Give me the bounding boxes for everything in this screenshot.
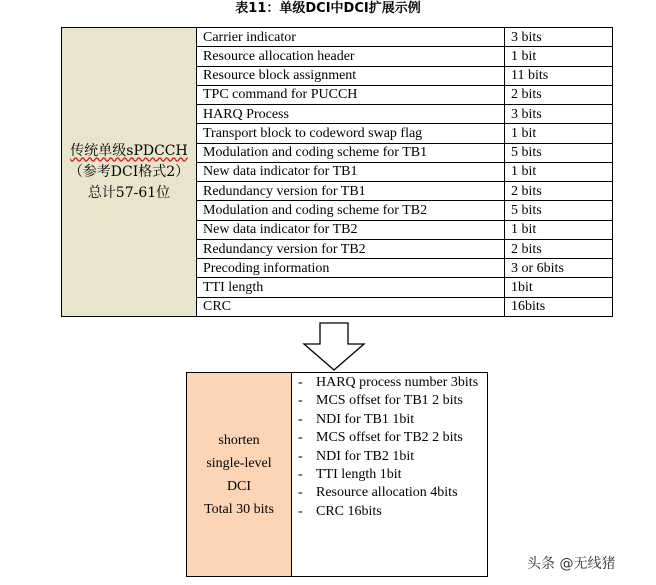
field-name-cell: Carrier indicator <box>197 28 505 47</box>
field-size-cell: 5 bits <box>505 201 613 220</box>
field-name-cell: HARQ Process <box>197 105 505 124</box>
field-name-cell: New data indicator for TB1 <box>197 162 505 181</box>
list-item <box>298 429 487 447</box>
list-item <box>298 392 487 410</box>
down-arrow-icon <box>302 322 366 372</box>
field-size-cell: 1bit <box>505 278 613 297</box>
shortened-dci-label <box>187 373 292 576</box>
list-item-text: MCS offset for TB2 2 bits <box>316 430 463 446</box>
field-size-cell: 11 bits <box>505 66 613 85</box>
field-name-cell: TTI length <box>197 278 505 297</box>
field-size-cell: 1 bit <box>505 124 613 143</box>
field-size-cell: 2 bits <box>505 182 613 201</box>
table-caption: 表11：单级DCI中DCI扩展示例 <box>235 1 421 16</box>
list-item <box>298 466 487 484</box>
list-item-text: Resource allocation 4bits <box>316 485 458 501</box>
shortened-dci-box <box>186 372 488 577</box>
bullet-dash: - <box>298 485 303 501</box>
field-name-cell: New data indicator for TB2 <box>197 220 505 239</box>
shortened-label-line: single-level <box>206 455 272 471</box>
list-item <box>298 374 487 392</box>
group-label-line: 总计57-61位 <box>87 184 171 201</box>
field-size-cell: 3 or 6bits <box>505 259 613 278</box>
list-item <box>298 503 487 521</box>
field-name-cell: Modulation and coding scheme for TB2 <box>197 201 505 220</box>
table-row <box>62 28 613 47</box>
bullet-dash: - <box>298 411 303 427</box>
field-size-cell: 2 bits <box>505 239 613 258</box>
watermark: 头条 @无线猪 <box>527 556 616 572</box>
field-name-cell: Redundancy version for TB2 <box>197 239 505 258</box>
legacy-dci-table <box>61 27 613 317</box>
field-name-cell: TPC command for PUCCH <box>197 85 505 104</box>
field-name-cell: Redundancy version for TB1 <box>197 182 505 201</box>
list-item-text: CRC 16bits <box>316 503 382 519</box>
group-label-line: 传统单级sPDCCH <box>70 142 188 159</box>
list-item-text: NDI for TB1 1bit <box>316 411 415 427</box>
list-item-text: MCS offset for TB1 2 bits <box>316 393 463 409</box>
bullet-dash: - <box>298 430 303 446</box>
shortened-label-line: DCI <box>226 478 252 494</box>
bullet-dash: - <box>298 467 303 483</box>
shortened-dci-list <box>292 373 487 576</box>
field-name-cell: Resource block assignment <box>197 66 505 85</box>
field-name-cell: Transport block to codeword swap flag <box>197 124 505 143</box>
list-item <box>298 484 487 502</box>
field-name-cell: Precoding information <box>197 259 505 278</box>
field-name-cell: CRC <box>197 297 505 316</box>
field-size-cell: 1 bit <box>505 47 613 66</box>
bullet-dash: - <box>298 448 303 464</box>
list-item-text: TTI length 1bit <box>316 467 402 483</box>
list-item <box>298 448 487 466</box>
field-name-cell: Modulation and coding scheme for TB1 <box>197 143 505 162</box>
shortened-label-line: shorten <box>218 432 260 448</box>
field-size-cell: 3 bits <box>505 105 613 124</box>
field-size-cell: 16bits <box>505 297 613 316</box>
bullet-dash: - <box>298 375 303 390</box>
list-item-text: NDI for TB2 1bit <box>316 448 415 464</box>
field-size-cell: 3 bits <box>505 28 613 47</box>
field-size-cell: 1 bit <box>505 162 613 181</box>
group-label-line: （参考DCI格式2） <box>68 163 190 180</box>
list-item <box>298 411 487 429</box>
list-item-text: HARQ process number 3bits <box>316 375 479 390</box>
field-size-cell: 5 bits <box>505 143 613 162</box>
field-size-cell: 2 bits <box>505 85 613 104</box>
bullet-dash: - <box>298 393 303 409</box>
group-label <box>62 28 197 317</box>
shortened-label-line: Total 30 bits <box>204 501 274 517</box>
field-name-cell: Resource allocation header <box>197 47 505 66</box>
bullet-dash: - <box>298 503 303 519</box>
field-size-cell: 1 bit <box>505 220 613 239</box>
